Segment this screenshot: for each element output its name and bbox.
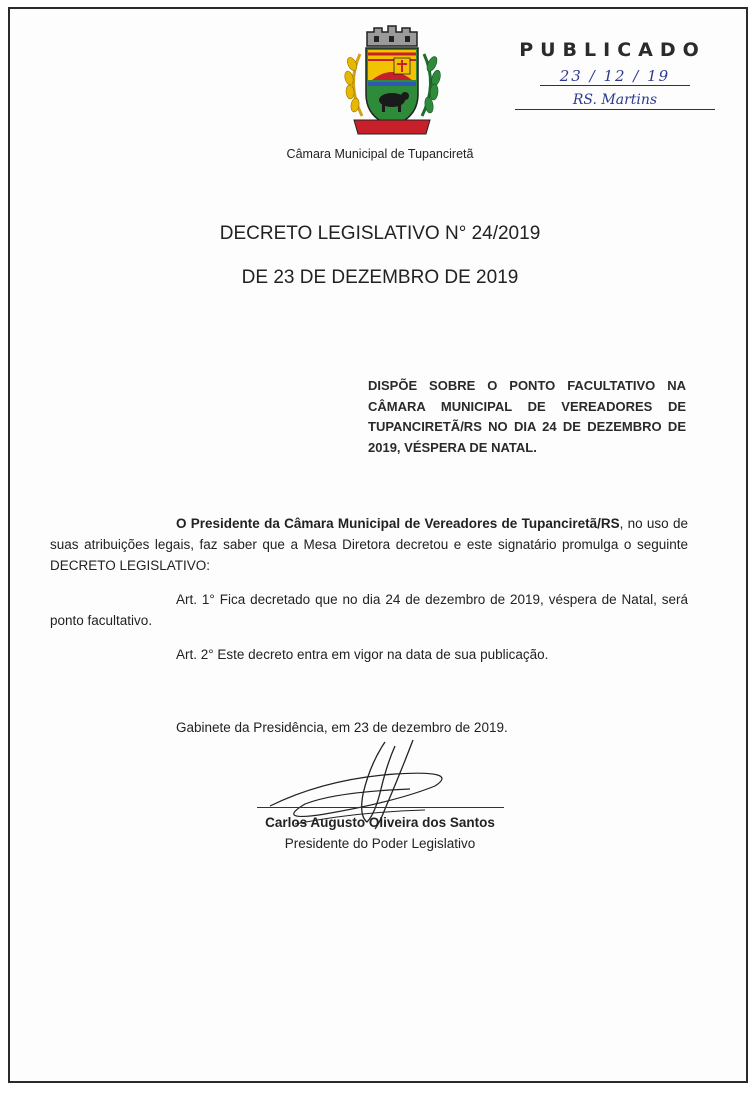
signer-block [210, 812, 550, 854]
article-2: Art. 2° Este decreto entra em vigor na data de sua publicação. [176, 647, 549, 662]
article-1: Art. 1° Fica decretado que no dia 24 de dezembro de 2019, véspera de Natal, será ponto facultativo. [50, 592, 688, 628]
signature-line [257, 807, 504, 808]
decree-ementa: DISPÕE SOBRE O PONTO FACULTATIVO NA CÂMARA MUNICIPAL DE VEREADORES DE TUPANCIRETÃ/RS NO DIA 24 DE DEZEMBRO DE 2019, VÉSPERA DE NATAL. [368, 378, 686, 455]
document-page [8, 7, 748, 1083]
signer-name: Carlos Augusto Oliveira dos Santos [265, 815, 495, 830]
stamp-title: PUBLICADO [519, 39, 706, 61]
decree-date: DE 23 DE DEZEMBRO DE 2019 [241, 267, 519, 288]
chamber-name: Câmara Municipal de Tupanciretã [286, 147, 474, 161]
stamp-signature: RS. Martins [515, 92, 715, 110]
intro-rest: , no uso de suas atribuições legais, faz saber que a Mesa Diretora decretou e este signatário promulga o seguinte DECRETO LEGISLATIVO: [50, 516, 688, 573]
signer-role: Presidente do Poder Legislativo [284, 836, 476, 851]
stamp-date: 23 / 12 / 19 [540, 67, 690, 86]
municipal-coat-of-arms [332, 24, 452, 144]
intro-bold: O Presidente da Câmara Municipal de Vereadores de Tupanciretã/RS [176, 516, 620, 531]
intro-paragraph [50, 513, 688, 576]
decree-title: DECRETO LEGISLATIVO N° 24/2019 [219, 223, 541, 244]
published-stamp [505, 39, 720, 110]
closing-line: Gabinete da Presidência, em 23 de dezembro de 2019. [176, 720, 508, 735]
